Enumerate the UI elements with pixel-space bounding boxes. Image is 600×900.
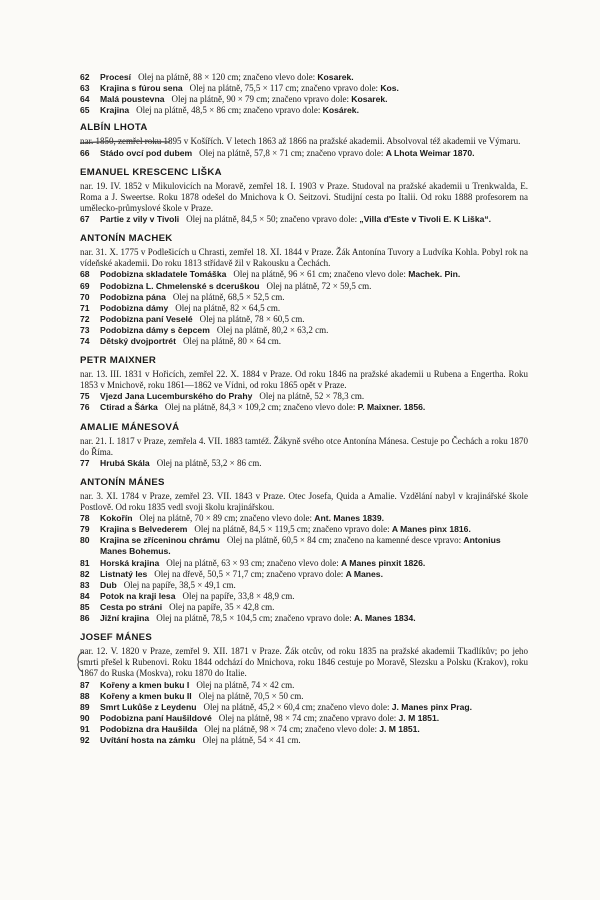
- artist-name: PETR MAIXNER: [80, 355, 157, 367]
- catalog-entry: [80, 680, 528, 691]
- entry-number: 75: [80, 391, 90, 402]
- catalog-entry: [80, 580, 528, 591]
- entry-signature: Kos.: [380, 83, 399, 94]
- entry-signature: Kosarek.: [317, 72, 354, 82]
- entry-signature: A Manes pinxit 1826.: [341, 557, 426, 568]
- artist-section: [80, 422, 528, 469]
- entry-number: 86: [80, 613, 90, 624]
- artist-section: [80, 477, 528, 624]
- entry-description: Olej na plátně, 72 × 59,5 cm.: [266, 280, 372, 291]
- entry-signature: J. Manes pinx Prag.: [391, 701, 472, 712]
- catalog-entry: [80, 402, 528, 413]
- catalog-entry: [80, 269, 528, 280]
- artist-section: [80, 122, 528, 158]
- entry-description: Olej na dřevě, 50,5 × 71,7 cm; značeno vpravo dole:: [154, 568, 346, 579]
- entry-title: Podobizna skladatele Tomáška: [100, 269, 227, 280]
- artist-list: [80, 122, 528, 746]
- entry-signature: Kosarek.: [351, 94, 388, 105]
- entry-number: 67: [80, 214, 90, 225]
- entry-signature: A Lhota Weimar 1870.: [385, 147, 475, 158]
- entry-number: 85: [80, 601, 90, 612]
- entry-title: Podobizna dámy: [100, 302, 169, 313]
- entry-number: 68: [80, 269, 90, 280]
- entry-description: Olej na plátně, 84,5 × 119,5 cm; značeno vpravo dole:: [194, 524, 392, 535]
- entry-description: Olej na plátně, 57,8 × 71 cm; značeno vpravo dole:: [199, 147, 386, 158]
- artist-name: JOSEF MÁNES: [80, 632, 153, 644]
- entry-number: 90: [80, 712, 90, 723]
- entry-signature: P. Maixner. 1856.: [357, 402, 426, 413]
- entry-number: 63: [80, 83, 90, 94]
- entry-number: 82: [80, 568, 90, 579]
- artist-section: [80, 167, 528, 225]
- entry-description: Olej na plátně, 70,5 × 50 cm.: [198, 690, 304, 701]
- entry-description: Olej na plátně, 80 × 64 cm.: [182, 335, 281, 346]
- entry-title: Procesí: [100, 72, 132, 82]
- entry-number: 78: [80, 513, 90, 524]
- entry-title: Podobizna dra Haušilda: [100, 723, 198, 734]
- entry-description: Olej na plátně, 98 × 74 cm; značeno vlevo dole:: [204, 723, 380, 734]
- entry-number: 77: [80, 457, 90, 468]
- entry-number: 87: [80, 679, 90, 690]
- entry-description: Olej na plátně, 52 × 78,3 cm.: [259, 391, 365, 402]
- entry-number: 83: [80, 579, 90, 590]
- entry-number: 92: [80, 734, 90, 745]
- entry-number: 81: [80, 557, 90, 568]
- entry-description: Olej na plátně, 84,5 × 50; značeno vpravo dole:: [186, 214, 360, 225]
- entry-description: Olej na papíře, 35 × 42,8 cm.: [169, 601, 275, 612]
- entry-title: Podobizna L. Chmelenské s dceruškou: [100, 280, 260, 291]
- artist-biography: nar. 31. X. 1775 v Podlešicích u Chrasti, zemřel 18. XI. 1844 v Praze. Žák Antonína Tuvory a Ludvíka Kohla. Pobyl rok na vídeňské akademii. Do roku 1813 střídavě žil v Rakousku a Čechách.: [80, 247, 528, 269]
- entry-title: Krajina se zříceninou chrámu: [100, 535, 220, 546]
- artist-name: AMALIE MÁNESOVÁ: [80, 421, 180, 433]
- entry-description: Olej na plátně, 54 × 41 cm.: [202, 734, 301, 745]
- catalog-entry: [80, 391, 528, 402]
- entry-description: Olej na plátně, 78,5 × 104,5 cm; značeno vpravo dole:: [156, 613, 354, 624]
- artist-section: [80, 233, 528, 347]
- entry-number: 73: [80, 324, 90, 335]
- entry-description: Olej na plátně, 48,5 × 86 cm; značeno vpravo dole:: [136, 105, 323, 116]
- entry-title: Horská krajina: [100, 557, 160, 568]
- catalog-entry: [80, 458, 528, 469]
- entry-description: Olej na plátně, 53,2 × 86 cm.: [156, 457, 262, 468]
- artist-name: ALBÍN LHOTA: [80, 122, 148, 134]
- entry-description: Olej na plátně, 74 × 42 cm.: [196, 679, 295, 690]
- entry-description: Olej na plátně, 84,3 × 109,2 cm; značeno vlevo dole:: [164, 402, 358, 413]
- catalog-entry: [80, 524, 528, 535]
- entry-title: Kokořín: [100, 513, 133, 524]
- catalog-entry: [80, 292, 528, 303]
- entry-description: Olej na plátně, 82 × 64,5 cm.: [175, 302, 281, 313]
- entry-signature: Antonius Manes Bohemus.: [100, 535, 501, 557]
- entry-signature: „Villa d'Este v Tivoli E. K Liška“.: [359, 214, 492, 225]
- entry-title: Jižní krajina: [100, 613, 150, 624]
- catalog-entry: [80, 558, 528, 569]
- entry-description: Olej na papíře, 33,8 × 48,9 cm.: [182, 590, 295, 601]
- catalog-content: [80, 72, 528, 746]
- artist-biography: nar. 3. XI. 1784 v Praze, zemřel 23. VII. 1843 v Praze. Otec Josefa, Quida a Amalie. Vzdělání nabyl v krajinářské škole Postlově. Od roku 1835 vedl svoji školu krajinářskou.: [80, 491, 528, 513]
- catalog-entry: [80, 613, 528, 624]
- catalog-entry: [80, 735, 528, 746]
- catalog-entry: [80, 713, 528, 724]
- entry-signature: J. M 1851.: [398, 712, 440, 723]
- entry-number: 65: [80, 105, 90, 116]
- catalog-entry: [80, 281, 528, 292]
- catalog-entry: [80, 105, 528, 116]
- entry-title: Dub: [100, 579, 117, 590]
- entry-number: 64: [80, 94, 90, 105]
- entry-description: Olej na plátně, 75,5 × 117 cm; značeno vpravo dole:: [189, 83, 381, 94]
- catalog-entry: [80, 72, 528, 83]
- artist-biography: nar. 1850, zemřel roku 1895 v Košířích. V letech 1863 až 1866 na pražské akademii. Absolvoval též akademii ve Výmaru.: [80, 136, 521, 147]
- entry-signature: Machek. Pin.: [408, 269, 461, 280]
- entry-title: Krajina s Belvederem: [100, 524, 188, 535]
- artist-section: [80, 355, 528, 413]
- catalog-entry: [80, 602, 528, 613]
- entry-title: Kořeny a kmen buku I: [100, 679, 190, 690]
- entry-title: Krajina: [100, 105, 130, 116]
- entry-signature: A. Manes 1834.: [353, 613, 416, 624]
- catalog-entry: [80, 94, 528, 105]
- entry-title: Dětský dvojportrét: [100, 335, 176, 346]
- entry-description: Olej na plátně, 68,5 × 52,5 cm.: [172, 291, 285, 302]
- entry-number: 72: [80, 313, 90, 324]
- catalog-entry: [80, 702, 528, 713]
- catalog-entry: [80, 214, 528, 225]
- entry-number: 89: [80, 701, 90, 712]
- entry-number: 71: [80, 302, 90, 313]
- entry-description: Olej na plátně, 60,5 × 84 cm; značeno na kamenné desce vpravo:: [226, 535, 464, 546]
- entry-description: Olej na plátně, 70 × 89 cm; značeno vlevo dole:: [139, 513, 315, 524]
- catalog-entry: [80, 724, 528, 735]
- entry-title: Partie z vily v Tivoli: [100, 214, 180, 225]
- artist-biography: nar. 13. III. 1831 v Hořicích, zemřel 22. X. 1884 v Praze. Od roku 1846 na pražské akademii u Rubena a Engertha. Roku 1853 v Mnichově, roku 1861—1862 ve Vídni, od roku 1865 opět v Praze.: [80, 369, 528, 391]
- entry-title: Malá poustevna: [100, 94, 165, 105]
- artist-biography: nar. 19. IV. 1852 v Mikulovicích na Moravě, zemřel 18. I. 1903 v Praze. Studoval na pražské akademii u Trenkwalda, E. Roma a J. Sweertse. Roku 1878 odešel do Mnichova k O. Seitzovi. Studijní cesta po Italii. Od roku 1888 profesorem na umělecko-průmyslové škole v Praze.: [80, 180, 528, 213]
- entry-number: 70: [80, 291, 90, 302]
- entry-title: Podobizna paní Haušildové: [100, 712, 212, 723]
- entry-signature: J. M 1851.: [379, 723, 420, 734]
- entry-title: Vjezd Jana Lucemburského do Prahy: [100, 391, 253, 402]
- entry-description: Olej na plátně, 90 × 79 cm; značeno vpravo dole:: [171, 94, 352, 105]
- catalog-entry: [80, 83, 528, 94]
- catalog-entry: [80, 336, 528, 347]
- entry-description: Olej na plátně, 96 × 61 cm; značeno vlevo dole:: [233, 269, 409, 280]
- entry-title: Hrubá Skála: [100, 457, 150, 468]
- entry-description: Olej na plátně, 63 × 93 cm; značeno vlevo dole:: [166, 557, 342, 568]
- entry-number: 76: [80, 402, 90, 413]
- artist-biography: nar. 12. V. 1820 v Praze, zemřel 9. XII. 1871 v Praze. Žák otcův, od roku 1835 na pražské akademii Tkadlíkův; po jeho smrti přešel k Rubenovi. Roku 1844 odchází do Mnichova, roku 1846 cestuje po Moravě, Slezsku a Polsku (Krakov), roku 1867 do Ruska (Moskva), roku 1870 do Italie.: [80, 646, 528, 679]
- catalog-entry: [80, 513, 528, 524]
- entry-title: Cesta po stráni: [100, 601, 163, 612]
- entry-signature: Ant. Manes 1839.: [314, 513, 384, 524]
- entry-number: 66: [80, 147, 90, 158]
- entry-number: 62: [80, 72, 90, 82]
- entry-number: 79: [80, 524, 90, 535]
- entry-description: Olej na plátně, 78 × 60,5 cm.: [199, 313, 305, 324]
- entry-signature: A Manes.: [345, 568, 383, 579]
- entry-number: 91: [80, 723, 90, 734]
- entry-description: Olej na plátně, 45,2 × 60,4 cm; značeno vlevo dole:: [203, 701, 392, 712]
- entry-title: Smrt Lukůše z Leydenu: [100, 701, 197, 712]
- entry-list: [80, 72, 528, 116]
- artist-name: ANTONÍN MÁNES: [80, 476, 165, 488]
- catalog-entry: [80, 148, 528, 159]
- entry-number: 88: [80, 690, 90, 701]
- catalog-entry: [80, 325, 528, 336]
- catalog-entry: [80, 569, 528, 580]
- entry-number: 80: [80, 535, 90, 546]
- catalog-entry: [80, 691, 528, 702]
- entry-title: Podobizna pána: [100, 291, 166, 302]
- artist-biography: nar. 21. I. 1817 v Praze, zemřela 4. VII. 1883 tamtéž. Žákyně svého otce Antonína Mánesa. Cestuje po Čechách a roku 1870 do Říma.: [80, 435, 528, 457]
- entry-title: Podobizna dámy s čepcem: [100, 324, 210, 335]
- artist-section: [80, 632, 528, 746]
- entry-title: Stádo ovcí pod dubem: [100, 147, 193, 158]
- artist-name: ANTONÍN MACHEK: [80, 233, 173, 245]
- entry-title: Listnatý les: [100, 568, 148, 579]
- entry-title: Krajina s fúrou sena: [100, 83, 183, 94]
- entry-signature: A Manes pinx 1816.: [391, 524, 471, 535]
- catalog-entry: [80, 303, 528, 314]
- entry-title: Ctirad a Šárka: [100, 402, 158, 413]
- entry-title: Kořeny a kmen buku II: [100, 690, 192, 701]
- catalog-entry: [80, 314, 528, 325]
- catalog-entry: [80, 535, 528, 557]
- entry-signature: Kosárek.: [322, 105, 359, 116]
- entry-title: Potok na kraji lesa: [100, 590, 176, 601]
- entry-description: Olej na papíře, 38,5 × 49,1 cm.: [123, 579, 236, 590]
- entry-number: 69: [80, 280, 90, 291]
- entry-title: Podobizna paní Veselé: [100, 313, 193, 324]
- entry-title: Uvítání hosta na zámku: [100, 734, 196, 745]
- entry-description: Olej na plátně, 98 × 74 cm; značeno vpravo dole:: [218, 712, 399, 723]
- entry-description: Olej na plátně, 80,2 × 63,2 cm.: [216, 324, 329, 335]
- entry-description: Olej na plátně, 88 × 120 cm; značeno vlevo dole:: [138, 72, 318, 82]
- artist-name: EMANUEL KRESCENC LIŠKA: [80, 166, 222, 178]
- entry-number: 84: [80, 590, 90, 601]
- entry-number: 74: [80, 335, 90, 346]
- catalog-entry: [80, 591, 528, 602]
